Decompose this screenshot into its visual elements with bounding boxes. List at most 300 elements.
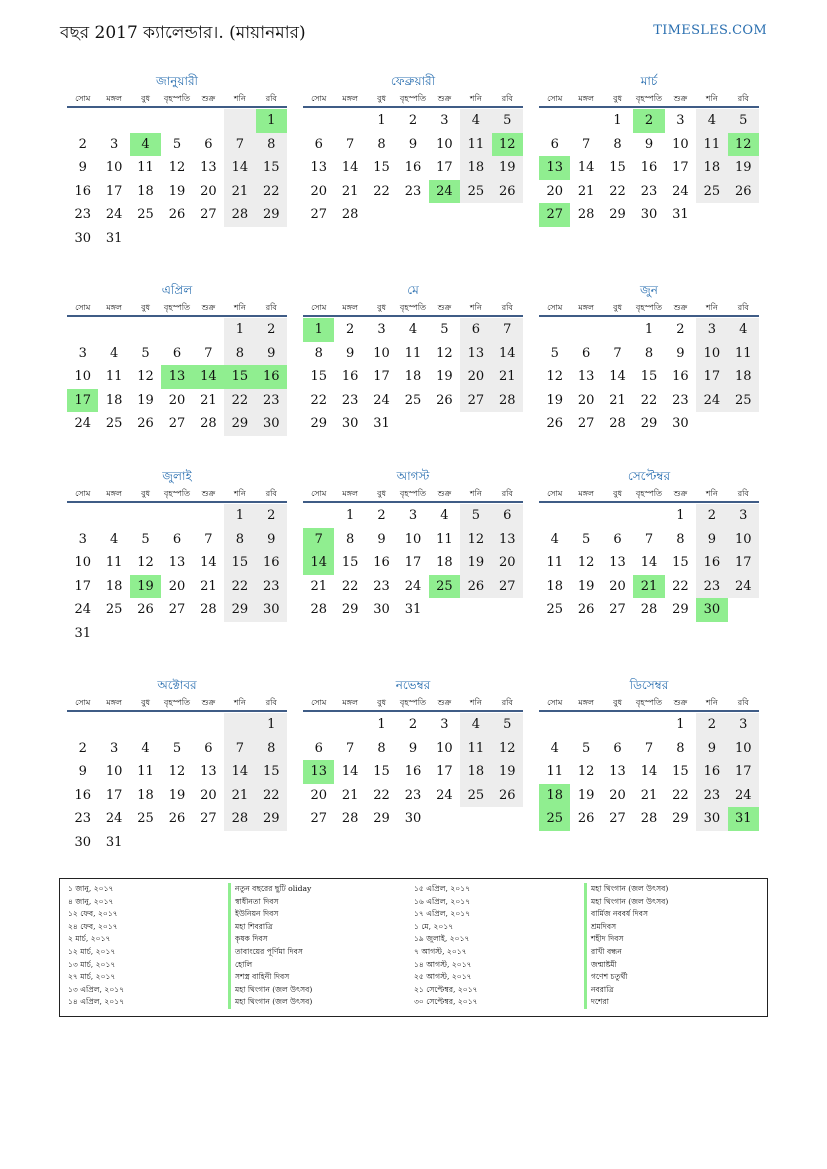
weekday-label: বৃহস্পতি <box>635 94 663 103</box>
day-cell: 21 <box>640 787 658 803</box>
day-cell: 13 <box>577 369 595 384</box>
empty-day-cell <box>67 713 98 737</box>
weekday-label: সোম <box>547 698 563 707</box>
day-cell: 1 <box>256 713 287 737</box>
day-cell: 15 <box>256 760 287 784</box>
day-cell: 8 <box>345 531 355 547</box>
day-cell: 6 <box>172 345 182 361</box>
legend-entry: ১৩ এপ্রিল, ২০১৭ <box>68 984 125 994</box>
empty-day-cell <box>130 831 161 855</box>
day-cell: 1 <box>377 717 386 732</box>
weekday-label: বৃহস্পতি <box>163 303 191 312</box>
day-cell: 9 <box>256 528 287 552</box>
weekday-label: বুধ <box>377 698 387 707</box>
day-cell: 30 <box>404 811 422 826</box>
day-cell: 3 <box>696 318 727 342</box>
legend-entry: সশস্ত্র বাহিনী দিবস <box>228 971 414 984</box>
holiday-day-cell: 4 <box>130 133 161 157</box>
weekday-label: বৃহস্পতি <box>635 303 663 312</box>
day-cell: 7 <box>224 133 255 157</box>
day-cell: 21 <box>200 392 217 408</box>
empty-day-cell <box>334 109 365 133</box>
weekday-label: শুক্র <box>201 303 216 312</box>
weekday-header <box>67 299 287 317</box>
day-cell: 5 <box>172 136 182 152</box>
empty-day-cell <box>397 412 428 436</box>
day-cell: 5 <box>492 713 523 737</box>
weekday-label: সোম <box>311 489 327 498</box>
day-cell: 27 <box>609 602 626 617</box>
empty-day-cell <box>98 504 129 528</box>
empty-day-cell <box>602 504 633 528</box>
legend-entry: ১ মে, ২০১৭ <box>414 921 454 931</box>
holiday-day-cell: 1 <box>256 109 287 133</box>
day-cell: 19 <box>577 578 595 594</box>
day-cell: 25 <box>105 602 123 617</box>
day-cell: 4 <box>408 322 418 337</box>
day-cell: 24 <box>696 389 727 413</box>
day-cell: 2 <box>408 113 418 128</box>
legend-entry: মহা থিংগান (জল উৎসব) <box>584 896 759 909</box>
day-cell: 9 <box>78 160 87 175</box>
weekday-label: সোম <box>547 303 563 312</box>
day-cell: 12 <box>577 764 595 779</box>
day-cell: 11 <box>546 764 563 779</box>
day-cell: 27 <box>609 811 626 826</box>
legend-entry: কৃষক দিবস <box>228 933 414 946</box>
day-cell: 3 <box>728 713 759 737</box>
day-cell: 6 <box>613 531 622 547</box>
day-cell: 15 <box>256 156 287 180</box>
weekday-label: রবি <box>737 94 749 103</box>
day-cell: 4 <box>550 531 559 547</box>
day-cell: 23 <box>404 787 422 803</box>
day-cell: 8 <box>256 133 287 157</box>
day-cell: 14 <box>224 760 255 784</box>
day-cell: 8 <box>676 531 685 547</box>
day-cell: 31 <box>74 625 91 641</box>
day-cell: 28 <box>341 207 359 222</box>
weekday-label: শুক্র <box>201 94 216 103</box>
day-cell: 24 <box>672 183 689 199</box>
day-cell: 3 <box>728 504 759 528</box>
day-cell: 31 <box>672 207 689 222</box>
day-cell: 7 <box>613 345 622 361</box>
legend-entry: নবরাত্রি <box>584 984 759 997</box>
day-cell: 9 <box>345 345 355 361</box>
day-cell: 14 <box>640 555 658 570</box>
legend-entry: ১ জানু, ২০১৭ <box>68 884 114 893</box>
weekday-label: রবি <box>501 489 513 498</box>
day-cell: 7 <box>492 318 523 342</box>
empty-day-cell <box>67 318 98 342</box>
day-cell: 28 <box>200 416 217 431</box>
day-cell: 30 <box>373 602 390 617</box>
weekday-label: মঙ্গল <box>578 94 594 103</box>
day-cell: 23 <box>256 575 287 599</box>
empty-day-cell <box>130 713 161 737</box>
day-cell: 1 <box>224 504 255 528</box>
day-cell: 10 <box>672 136 689 152</box>
day-cell: 16 <box>74 183 91 199</box>
holiday-day-cell: 25 <box>429 575 460 599</box>
weekday-label: শনি <box>469 698 482 707</box>
day-cell: 31 <box>404 602 422 617</box>
weekday-label: বৃহস্পতি <box>635 698 663 707</box>
day-cell: 15 <box>672 555 689 570</box>
day-cell: 11 <box>137 764 154 779</box>
day-cell: 20 <box>609 787 626 803</box>
day-cell: 9 <box>696 528 727 552</box>
day-cell: 13 <box>200 160 217 175</box>
day-cell: 21 <box>200 578 217 594</box>
day-cell: 14 <box>640 764 658 779</box>
day-cell: 7 <box>345 136 355 152</box>
day-cell: 22 <box>224 389 255 413</box>
day-cell: 27 <box>310 811 327 826</box>
weekday-label: শনি <box>469 94 482 103</box>
day-cell: 27 <box>310 207 327 222</box>
day-cell: 23 <box>74 811 91 826</box>
day-cell: 29 <box>609 207 626 222</box>
day-cell: 30 <box>672 416 689 431</box>
day-cell: 27 <box>168 416 186 431</box>
day-cell: 8 <box>314 345 323 361</box>
day-cell: 2 <box>696 504 727 528</box>
weekday-label: বৃহস্পতি <box>163 698 191 707</box>
weekday-label: মঙ্গল <box>578 698 594 707</box>
weekday-label: রবি <box>501 303 513 312</box>
day-cell: 8 <box>676 740 685 756</box>
day-cell: 11 <box>460 737 491 761</box>
empty-day-cell <box>633 504 664 528</box>
empty-day-cell <box>98 622 129 646</box>
day-cell: 20 <box>310 183 327 199</box>
holiday-day-cell: 19 <box>130 575 161 599</box>
day-cell: 12 <box>137 369 154 384</box>
day-cell: 28 <box>640 602 658 617</box>
day-cell: 21 <box>577 183 595 199</box>
day-cell: 28 <box>640 811 658 826</box>
day-cell: 20 <box>310 787 327 803</box>
day-cell: 10 <box>105 160 123 175</box>
day-cell: 8 <box>256 737 287 761</box>
day-cell: 24 <box>105 811 123 826</box>
days-grid <box>539 109 759 227</box>
day-cell: 12 <box>546 369 563 384</box>
month-calendar <box>303 467 523 622</box>
day-cell: 22 <box>609 183 626 199</box>
legend-names-col-2 <box>584 883 759 1009</box>
day-cell: 10 <box>436 136 453 152</box>
legend-names-col-1 <box>228 883 414 1009</box>
day-cell: 29 <box>341 602 359 617</box>
day-cell: 9 <box>78 764 87 779</box>
legend-entry: ১৬ এপ্রিল, ২০১৭ <box>414 896 471 906</box>
days-grid <box>539 318 759 436</box>
day-cell: 20 <box>168 392 186 408</box>
day-cell: 15 <box>640 369 658 384</box>
empty-day-cell <box>193 109 224 133</box>
empty-day-cell <box>193 227 224 251</box>
day-cell: 21 <box>341 787 359 803</box>
day-cell: 19 <box>436 369 453 384</box>
day-cell: 21 <box>341 183 359 199</box>
weekday-header <box>539 90 759 108</box>
day-cell: 24 <box>74 416 91 431</box>
day-cell: 19 <box>492 760 523 784</box>
weekday-label: বৃহস্পতি <box>635 489 663 498</box>
day-cell: 22 <box>256 180 287 204</box>
legend-entry: ২৪ ফেব, ২০১৭ <box>68 921 118 931</box>
day-cell: 6 <box>204 740 213 756</box>
month-title: অক্টোবর <box>157 678 197 692</box>
month-calendar <box>539 467 759 622</box>
day-cell: 3 <box>109 136 119 152</box>
day-cell: 22 <box>672 578 689 594</box>
day-cell: 13 <box>460 342 491 366</box>
day-cell: 5 <box>581 740 591 756</box>
weekday-label: মঙ্গল <box>578 303 594 312</box>
weekday-label: সোম <box>75 698 91 707</box>
day-cell: 28 <box>310 602 327 617</box>
day-cell: 25 <box>460 784 491 808</box>
day-cell: 7 <box>224 737 255 761</box>
day-cell: 16 <box>696 760 727 784</box>
day-cell: 26 <box>436 392 453 408</box>
empty-day-cell <box>539 713 570 737</box>
legend-entry: ৪ জানু, ২০১৭ <box>68 896 114 906</box>
day-cell: 17 <box>105 183 123 199</box>
day-cell: 24 <box>74 602 91 617</box>
empty-day-cell <box>602 318 633 342</box>
days-grid <box>67 713 287 854</box>
day-cell: 25 <box>137 811 154 826</box>
day-cell: 8 <box>224 528 255 552</box>
day-cell: 16 <box>74 787 91 803</box>
weekday-label: রবি <box>501 94 513 103</box>
day-cell: 25 <box>696 180 727 204</box>
day-cell: 11 <box>137 160 154 175</box>
day-cell: 23 <box>640 183 658 199</box>
day-cell: 1 <box>224 318 255 342</box>
day-cell: 26 <box>728 180 759 204</box>
day-cell: 15 <box>341 555 359 570</box>
day-cell: 27 <box>200 207 217 222</box>
empty-day-cell <box>539 109 570 133</box>
day-cell: 16 <box>404 764 422 779</box>
month-title: ফেব্রুয়ারী <box>390 74 436 88</box>
weekday-label: শুক্র <box>437 698 452 707</box>
day-cell: 16 <box>373 555 390 570</box>
day-cell: 22 <box>256 784 287 808</box>
day-cell: 14 <box>341 160 359 175</box>
day-cell: 10 <box>74 369 91 384</box>
day-cell: 26 <box>492 784 523 808</box>
day-cell: 30 <box>640 207 658 222</box>
legend-entry: গণেশ চতুর্থী <box>584 971 759 984</box>
day-cell: 14 <box>224 156 255 180</box>
legend-entry: শহীদ দিবস <box>584 933 759 946</box>
legend-entry: রাখী বন্ধন <box>584 946 759 959</box>
weekday-label: বৃহস্পতি <box>399 94 427 103</box>
holiday-day-cell: 18 <box>539 784 570 808</box>
legend-entry: শ্রমদিবস <box>584 921 759 934</box>
day-cell: 21 <box>310 578 327 594</box>
holiday-day-cell: 12 <box>492 133 523 157</box>
empty-day-cell <box>570 713 601 737</box>
legend-entry: দশেরা <box>584 996 759 1009</box>
weekday-header <box>303 485 523 503</box>
brand-logo-text[interactable]: TIMESLES.COM <box>653 23 767 38</box>
weekday-label: মঙ্গল <box>106 489 122 498</box>
day-cell: 24 <box>436 787 453 803</box>
day-cell: 26 <box>460 575 491 599</box>
holiday-day-cell: 2 <box>633 109 664 133</box>
weekday-label: শনি <box>705 698 718 707</box>
day-cell: 26 <box>577 602 595 617</box>
day-cell: 17 <box>105 787 123 803</box>
day-cell: 30 <box>74 834 91 850</box>
day-cell: 27 <box>460 389 491 413</box>
empty-day-cell <box>130 318 161 342</box>
day-cell: 10 <box>728 528 759 552</box>
day-cell: 17 <box>728 760 759 784</box>
empty-day-cell <box>161 831 192 855</box>
day-cell: 30 <box>74 230 91 246</box>
legend-entry: মহা শিবরাত্রি <box>228 921 414 934</box>
day-cell: 11 <box>436 531 453 547</box>
weekday-label: শনি <box>705 94 718 103</box>
day-cell: 14 <box>341 764 359 779</box>
month-calendar <box>303 72 523 227</box>
day-cell: 6 <box>460 318 491 342</box>
day-cell: 18 <box>137 183 154 199</box>
empty-day-cell <box>193 831 224 855</box>
day-cell: 28 <box>224 807 255 831</box>
weekday-label: সোম <box>75 489 91 498</box>
day-cell: 2 <box>676 322 685 337</box>
day-cell: 15 <box>672 764 689 779</box>
day-cell: 17 <box>74 578 91 594</box>
day-cell: 22 <box>672 787 689 803</box>
day-cell: 26 <box>137 602 154 617</box>
day-cell: 29 <box>256 203 287 227</box>
day-cell: 5 <box>550 345 559 361</box>
day-cell: 30 <box>696 807 727 831</box>
days-grid <box>539 713 759 831</box>
empty-day-cell <box>602 713 633 737</box>
day-cell: 22 <box>310 392 327 408</box>
empty-day-cell <box>570 109 601 133</box>
day-cell: 16 <box>640 160 658 175</box>
empty-day-cell <box>492 203 523 227</box>
day-cell: 12 <box>460 528 491 552</box>
empty-day-cell <box>696 412 727 436</box>
weekday-label: মঙ্গল <box>342 489 358 498</box>
weekday-label: মঙ্গল <box>106 94 122 103</box>
day-cell: 5 <box>492 109 523 133</box>
weekday-label: শুক্র <box>437 94 452 103</box>
holiday-day-cell: 1 <box>303 318 334 342</box>
holiday-day-cell: 17 <box>67 389 98 413</box>
day-cell: 31 <box>105 834 123 850</box>
empty-day-cell <box>130 622 161 646</box>
day-cell: 27 <box>200 811 217 826</box>
day-cell: 10 <box>404 531 422 547</box>
weekday-label: শুক্র <box>437 303 452 312</box>
day-cell: 20 <box>546 183 563 199</box>
weekday-label: রবি <box>265 489 277 498</box>
day-cell: 19 <box>492 156 523 180</box>
day-cell: 7 <box>581 136 591 152</box>
empty-day-cell <box>539 318 570 342</box>
day-cell: 6 <box>314 136 323 152</box>
empty-day-cell <box>161 109 192 133</box>
empty-day-cell <box>460 598 491 622</box>
day-cell: 25 <box>460 180 491 204</box>
empty-day-cell <box>224 713 255 737</box>
days-grid <box>67 504 287 645</box>
month-calendar <box>303 281 523 436</box>
day-cell: 19 <box>728 156 759 180</box>
empty-day-cell <box>460 412 491 436</box>
day-cell: 4 <box>728 318 759 342</box>
legend-entry: মহা থিংগান (জল উৎসব) <box>584 883 759 896</box>
day-cell: 9 <box>644 136 654 152</box>
legend-entry: ইউনিয়ন দিবস <box>228 908 414 921</box>
day-cell: 12 <box>436 345 453 361</box>
weekday-label: মঙ্গল <box>342 303 358 312</box>
empty-day-cell <box>161 713 192 737</box>
day-cell: 18 <box>436 555 453 570</box>
day-cell: 18 <box>546 578 563 594</box>
day-cell: 28 <box>224 203 255 227</box>
days-grid <box>539 504 759 622</box>
legend-entry: ১৫ এপ্রিল, ২০১৭ <box>414 884 471 893</box>
weekday-label: রবি <box>737 489 749 498</box>
weekday-label: শুক্র <box>673 489 688 498</box>
day-cell: 3 <box>408 508 418 523</box>
day-cell: 5 <box>460 504 491 528</box>
day-cell: 21 <box>609 392 626 408</box>
day-cell: 7 <box>204 531 213 547</box>
day-cell: 19 <box>137 392 154 408</box>
day-cell: 10 <box>105 764 123 779</box>
day-cell: 26 <box>168 207 186 222</box>
day-cell: 23 <box>696 575 727 599</box>
empty-day-cell <box>570 504 601 528</box>
day-cell: 5 <box>172 740 182 756</box>
weekday-label: শুক্র <box>437 489 452 498</box>
empty-day-cell <box>161 318 192 342</box>
day-cell: 3 <box>109 740 119 756</box>
day-cell: 10 <box>74 555 91 570</box>
day-cell: 27 <box>577 416 595 431</box>
day-cell: 22 <box>224 575 255 599</box>
day-cell: 23 <box>696 784 727 808</box>
legend-entry: বার্মিজ নববর্ষ দিবস <box>584 908 759 921</box>
day-cell: 17 <box>728 551 759 575</box>
holiday-day-cell: 15 <box>224 365 255 389</box>
day-cell: 27 <box>492 575 523 599</box>
weekday-label: সোম <box>547 489 563 498</box>
empty-day-cell <box>539 504 570 528</box>
day-cell: 4 <box>550 740 559 756</box>
day-cell: 23 <box>256 389 287 413</box>
weekday-label: রবি <box>265 94 277 103</box>
empty-day-cell <box>130 504 161 528</box>
